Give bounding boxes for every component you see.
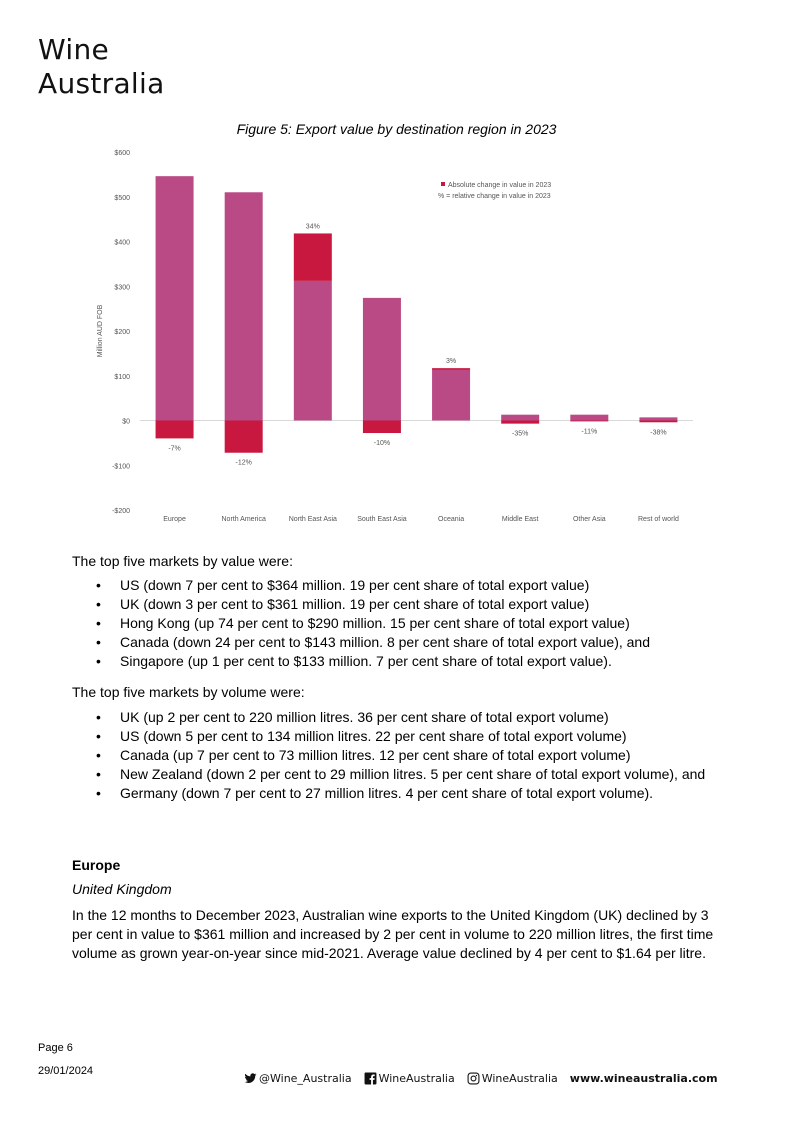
x-tick-label: Oceania [438,516,465,523]
bar-base [363,298,401,421]
y-tick-label: -$200 [112,508,130,515]
figure-title: Figure 5: Export value by destination region in 2023 [236,121,557,137]
y-tick-label: -$100 [112,463,130,471]
bar-annotation: -11% [581,428,598,436]
bar-change [432,368,470,370]
bar-change [639,421,677,423]
facebook-link[interactable] [364,1072,455,1085]
bar-change [294,233,332,280]
bar-base [501,415,539,421]
bar-base [156,176,194,420]
bar-change [570,421,608,422]
list-item: • UK (up 2 per cent to 220 million litres. 36 per cent share of total export volume) [72,708,732,727]
y-tick-label: $300 [114,284,130,292]
twitter-link[interactable] [244,1072,352,1085]
logo-line-2: Australia [38,67,165,100]
date: 29/01/2024 [38,1065,94,1077]
twitter-icon [244,1072,257,1085]
y-axis-label: Million AUD FOB [97,304,104,358]
y-tick-label: $0 [122,418,130,426]
y-tick-label: $100 [114,373,130,381]
x-tick-label: North East Asia [288,516,337,523]
bar-base [570,415,608,421]
bar-base [294,281,332,421]
list-item: • US (down 5 per cent to 134 million litres. 22 per cent share of total export volume) [72,727,732,746]
bar-annotation: -7% [168,445,181,453]
instagram-icon [467,1072,480,1085]
intro-value-text: The top five markets by value were: [72,553,293,569]
list-item: • Canada (down 24 per cent to $143 million. 8 per cent share of total export value), and [72,633,732,652]
bar-change [156,421,194,439]
list-item: • New Zealand (down 2 per cent to 29 million litres. 5 per cent share of total export volume), and [72,765,732,784]
bar-base [225,192,263,420]
legend-item: Absolute change in value in 2023 [448,182,552,189]
bar-annotation: -38% [650,429,667,437]
x-tick-label: Rest of world [638,516,679,523]
list-item: • UK (down 3 per cent to $361 million. 19 per cent share of total export value) [72,595,732,614]
page-number: Page 6 [38,1042,73,1054]
x-tick-label: Europe [163,516,186,523]
legend-item: % = relative change in value in 2023 [438,193,551,200]
x-tick-label: North America [221,516,266,523]
y-tick-label: $200 [114,329,130,336]
bar-change [363,421,401,434]
x-tick-label: South East Asia [357,516,407,523]
bar-annotation: -10% [373,440,391,448]
list-item: • Hong Kong (up 74 per cent to $290 million. 15 per cent share of total export value) [72,614,732,633]
x-tick-label: Middle East [501,516,539,523]
bar-annotation: 34% [305,223,320,231]
value-markets-list [72,576,732,671]
footer [244,1072,718,1085]
logo-line-1: Wine [38,33,110,66]
twitter-handle: @Wine_Australia [259,1072,352,1085]
legend-swatch [441,182,445,186]
subheading: United Kingdom [72,881,172,897]
facebook-icon [364,1072,377,1085]
volume-markets-list [72,708,732,803]
list-item: • Singapore (up 1 per cent to $133 million. 7 per cent share of total export value). [72,652,732,671]
instagram-handle: WineAustralia [481,1072,558,1085]
wine-australia-logo [38,33,165,101]
bar-annotation: -35% [512,430,529,438]
bar-annotation: 3% [446,358,457,366]
y-tick-label: $600 [114,150,130,157]
bar-change [501,421,539,424]
bar-base [432,370,470,421]
y-tick-label: $400 [114,239,130,247]
list-item: • Germany (down 7 per cent to 27 million litres. 4 per cent share of total export volume). [72,784,732,803]
bar-annotation: -12% [235,459,252,467]
list-item: • Canada (up 7 per cent to 73 million litres. 12 per cent share of total export volume) [72,746,732,765]
instagram-link[interactable] [467,1072,558,1085]
bar-change [225,421,263,453]
section-heading: Europe [72,857,121,873]
bar-base [639,417,677,420]
export-value-chart [0,140,793,535]
website-link[interactable]: www.wineaustralia.com [569,1072,718,1085]
paragraph: In the 12 months to December 2023, Australian wine exports to the United Kingdom (UK) declined by 3 per cent in value to $361 million and increased by 2 per cent in volume to 220 million litres, the first time volume as grown year-on-year since mid-2021. Average value declined by 4 per cent to $1.64 per litre. [72,907,714,961]
x-tick-label: Other Asia [572,516,606,523]
y-tick-label: $500 [114,194,130,202]
intro-volume-text: The top five markets by volume were: [72,684,305,700]
list-item: • US (down 7 per cent to $364 million. 19 per cent share of total export value) [72,576,732,595]
facebook-handle: WineAustralia [378,1072,455,1085]
